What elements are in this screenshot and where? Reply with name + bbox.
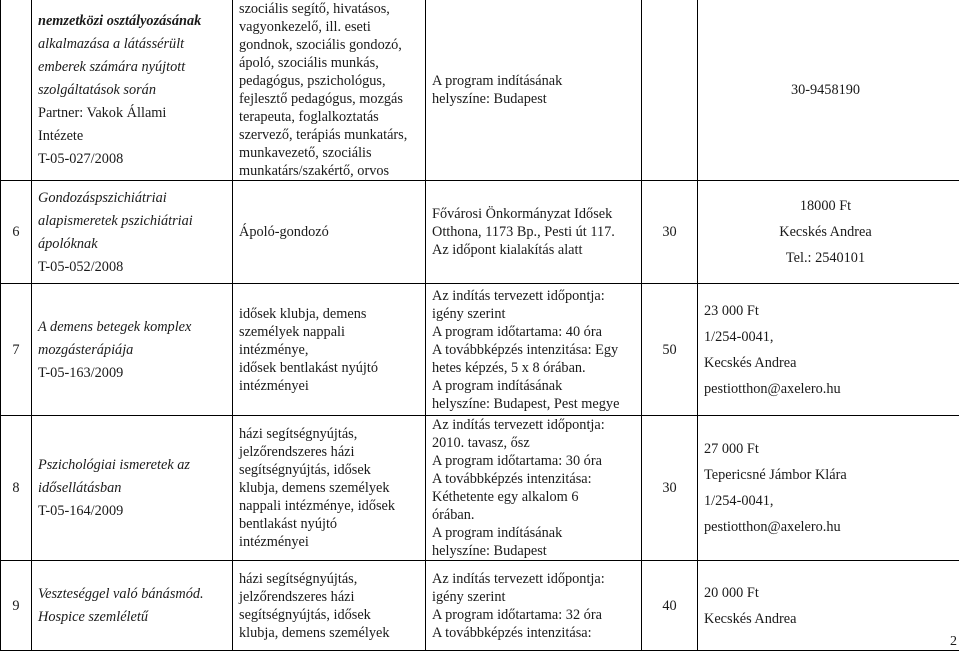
hours-cell: 30	[642, 181, 698, 284]
target-group-cell	[233, 181, 426, 284]
hours-cell: 50	[642, 284, 698, 416]
cell-line: Tepericsné Jámbor Klára	[704, 466, 953, 484]
table-row	[1, 284, 959, 416]
cell-line: A továbbképzés intenzitása:	[432, 624, 635, 642]
cell-line: munkatárs/szakértő, orvos	[239, 162, 419, 180]
location-schedule-cell	[426, 284, 642, 416]
cell-line: házi segítségnyújtás,	[239, 570, 419, 588]
row-number: 9	[1, 561, 32, 651]
cell-line: Ápoló-gondozó	[239, 223, 419, 241]
cell-line: nemzetközi osztályozásának	[38, 12, 226, 30]
cell-line: igény szerint	[432, 588, 635, 606]
cell-line: pestiotthon@axelero.hu	[704, 518, 953, 536]
cell-line: Kecskés Andrea	[704, 610, 953, 628]
course-table-body	[1, 0, 959, 651]
cell-line: pestiotthon@axelero.hu	[704, 380, 953, 398]
target-group-cell	[233, 284, 426, 416]
table-row	[1, 416, 959, 561]
cell-line: helyszíne: Budapest	[432, 90, 635, 108]
cell-line: munkavezető, szociális	[239, 144, 419, 162]
course-title-cell	[32, 284, 233, 416]
cell-line: Fővárosi Önkormányzat Idősek	[432, 205, 635, 223]
cell-line: személyek nappali	[239, 323, 419, 341]
course-title-cell	[32, 561, 233, 651]
cell-line: ápoló, szociális munkás,	[239, 54, 419, 72]
cell-line: A demens betegek komplex	[38, 318, 226, 336]
cell-line: A program időtartama: 40 óra	[432, 323, 635, 341]
cell-line: 1/254-0041,	[704, 328, 953, 346]
cell-line: klubja, demens személyek	[239, 624, 419, 642]
row-number	[1, 0, 32, 181]
table-row	[1, 181, 959, 284]
cell-line: Gondozáspszichiátriai	[38, 189, 226, 207]
cell-line: Veszteséggel való bánásmód.	[38, 585, 226, 603]
row-number: 7	[1, 284, 32, 416]
cell-line: jelzőrendszeres házi	[239, 443, 419, 461]
cell-line: segítségnyújtás, idősek	[239, 606, 419, 624]
cell-line: T-05-027/2008	[38, 150, 226, 168]
cell-line: pedagógus, pszichológus,	[239, 72, 419, 90]
cell-line: bentlakást nyújtó	[239, 515, 419, 533]
cell-line: 18000 Ft	[698, 197, 953, 215]
location-schedule-cell	[426, 416, 642, 561]
hours-cell	[642, 0, 698, 181]
row-number: 6	[1, 181, 32, 284]
course-title-cell	[32, 181, 233, 284]
cell-line: szervező, terápiás munkatárs,	[239, 126, 419, 144]
row-number: 8	[1, 416, 32, 561]
contact-cell	[698, 284, 959, 416]
cell-line: idősek klubja, demens	[239, 305, 419, 323]
cell-line: klubja, demens személyek	[239, 479, 419, 497]
cell-line: A program időtartama: 30 óra	[432, 452, 635, 470]
cell-line: helyszíne: Budapest	[432, 542, 635, 560]
cell-line: segítségnyújtás, idősek	[239, 461, 419, 479]
cell-line: A program indításának	[432, 72, 635, 90]
cell-line: T-05-164/2009	[38, 502, 226, 520]
cell-line: idősek bentlakást nyújtó	[239, 359, 419, 377]
cell-line: 20 000 Ft	[704, 584, 953, 602]
cell-line: gondnok, szociális gondozó,	[239, 36, 419, 54]
cell-line: Pszichológiai ismeretek az	[38, 456, 226, 474]
cell-line: jelzőrendszeres házi	[239, 588, 419, 606]
cell-line: mozgásterápiája	[38, 341, 226, 359]
page-number: 2	[950, 634, 957, 650]
cell-line: nappali intézménye, idősek	[239, 497, 419, 515]
cell-line: szolgáltatások során	[38, 81, 226, 99]
cell-line: A program indításának	[432, 524, 635, 542]
cell-line: fejlesztő pedagógus, mozgás	[239, 90, 419, 108]
course-title-cell	[32, 0, 233, 181]
cell-line: Hospice szemléletű	[38, 608, 226, 626]
cell-line: T-05-163/2009	[38, 364, 226, 382]
course-title-cell	[32, 416, 233, 561]
cell-line: ápolóknak	[38, 235, 226, 253]
cell-line: Az időpont kialakítás alatt	[432, 241, 635, 259]
cell-line: Intézete	[38, 127, 226, 145]
cell-line: helyszíne: Budapest, Pest megye	[432, 395, 635, 413]
cell-line: emberek számára nyújtott	[38, 58, 226, 76]
cell-line: 27 000 Ft	[704, 440, 953, 458]
contact-cell	[698, 0, 959, 181]
cell-line: A továbbképzés intenzitása:	[432, 470, 635, 488]
location-schedule-cell	[426, 561, 642, 651]
cell-line: intézményei	[239, 377, 419, 395]
cell-line: órában.	[432, 506, 635, 524]
cell-line: Az indítás tervezett időpontja:	[432, 287, 635, 305]
location-schedule-cell	[426, 0, 642, 181]
target-group-cell	[233, 0, 426, 181]
location-schedule-cell	[426, 181, 642, 284]
contact-cell	[698, 416, 959, 561]
cell-line: 1/254-0041,	[704, 492, 953, 510]
hours-cell: 30	[642, 416, 698, 561]
cell-line: szociális segítő, hivatásos,	[239, 0, 419, 18]
cell-line: Partner: Vakok Állami	[38, 104, 226, 122]
cell-line: A program indításának	[432, 377, 635, 395]
cell-line: A program időtartama: 32 óra	[432, 606, 635, 624]
cell-line: Kéthetente egy alkalom 6	[432, 488, 635, 506]
cell-line: idősellátásban	[38, 479, 226, 497]
table-row	[1, 561, 959, 651]
cell-line: 2010. tavasz, ősz	[432, 434, 635, 452]
target-group-cell	[233, 561, 426, 651]
cell-line: igény szerint	[432, 305, 635, 323]
cell-line: vagyonkezelő, ill. eseti	[239, 18, 419, 36]
cell-line: A továbbképzés intenzitása: Egy	[432, 341, 635, 359]
contact-cell	[698, 181, 959, 284]
cell-line: terapeuta, foglalkoztatás	[239, 108, 419, 126]
table-row	[1, 0, 959, 181]
cell-line: Az indítás tervezett időpontja:	[432, 416, 635, 434]
cell-line: alapismeretek pszichiátriai	[38, 212, 226, 230]
target-group-cell	[233, 416, 426, 561]
cell-line: Kecskés Andrea	[698, 223, 953, 241]
cell-line: Otthona, 1173 Bp., Pesti út 117.	[432, 223, 635, 241]
cell-line: T-05-052/2008	[38, 258, 226, 276]
cell-line: 23 000 Ft	[704, 302, 953, 320]
cell-line: alkalmazása a látássérült	[38, 35, 226, 53]
cell-line: Tel.: 2540101	[698, 249, 953, 267]
cell-line: Kecskés Andrea	[704, 354, 953, 372]
cell-line: intézményei	[239, 533, 419, 551]
cell-line: intézménye,	[239, 341, 419, 359]
contact-cell	[698, 561, 959, 651]
cell-line: házi segítségnyújtás,	[239, 425, 419, 443]
hours-cell: 40	[642, 561, 698, 651]
cell-line: 30-9458190	[698, 81, 953, 99]
cell-line: hetes képzés, 5 x 8 órában.	[432, 359, 635, 377]
cell-line: Az indítás tervezett időpontja:	[432, 570, 635, 588]
